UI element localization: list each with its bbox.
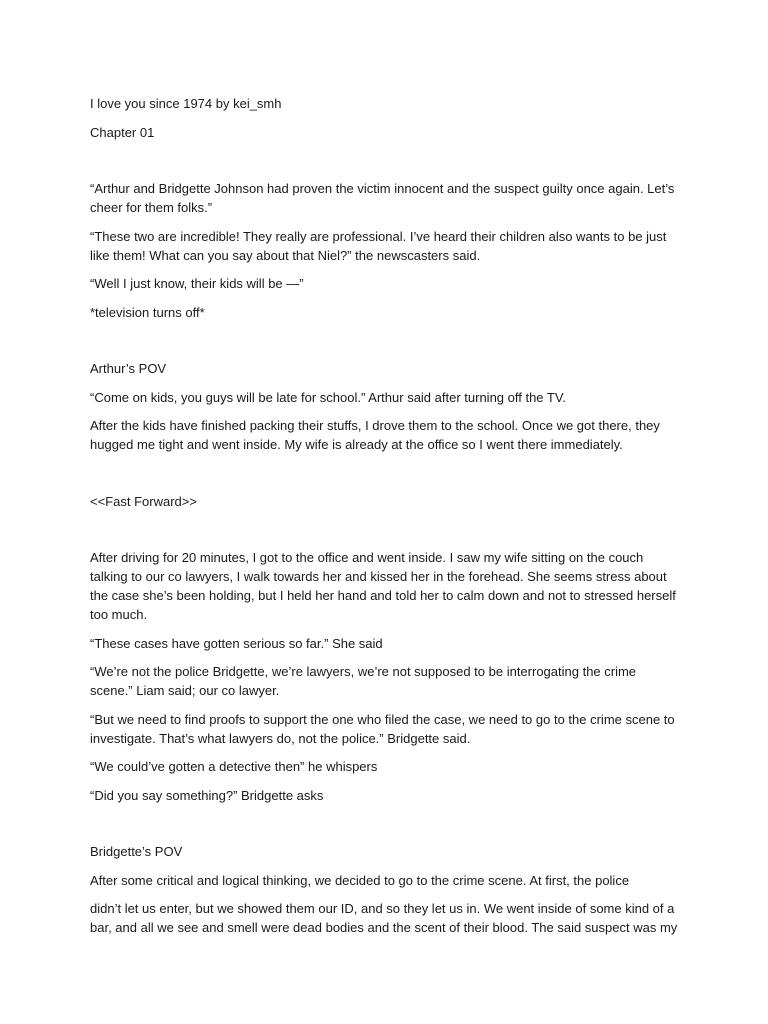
- paragraph: After some critical and logical thinking, we decided to go to the crime scene. At first, the police: [90, 872, 630, 888]
- paragraph: “These cases have gotten serious so far.” She said: [90, 635, 383, 651]
- paragraph: “But we need to find proofs to support the one who filed the case, we need to go to the crime scene to investigate. That’s what lawyers do, not the police.” Bridgette said.: [90, 711, 675, 746]
- paragraph: “Come on kids, you guys will be late for school.” Arthur said after turning off the TV.: [90, 389, 566, 405]
- paragraph: “Did you say something?” Bridgette asks: [90, 787, 324, 803]
- paragraph: *television turns off*: [90, 304, 205, 320]
- paragraph: After driving for 20 minutes, I got to the office and went inside. I saw my wife sitting on the couch talking to our co lawyers, I walk towards her and kissed her in the forehead. She seems stress about the case she’s been holding, but I held her hand and told her to calm down and not to stressed herself too much.: [90, 550, 676, 622]
- blank-line: [90, 331, 680, 359]
- blank-line: [90, 464, 680, 492]
- section-heading-arthur-pov: Arthur’s POV: [90, 361, 167, 376]
- blank-line: [90, 814, 680, 842]
- paragraph: “We’re not the police Bridgette, we’re lawyers, we’re not supposed to be interrogating the crime scene.” Liam said; our co lawyer.: [90, 664, 637, 698]
- paragraph: “These two are incredible! They really are professional. I’ve heard their children also wants to be just like them! What can you say about that Niel?” the newscasters said.: [90, 228, 667, 263]
- paragraph: “Arthur and Bridgette Johnson had proven the victim innocent and the suspect guilty once again. Let’s cheer for them folks.”: [90, 181, 675, 215]
- section-heading-bridgette-pov: Bridgette’s POV: [90, 844, 183, 859]
- chapter-heading: Chapter 01: [90, 124, 155, 140]
- paragraph: “Well I just know, their kids will be —”: [90, 276, 304, 291]
- blank-line: [90, 151, 680, 179]
- paragraph: After the kids have finished packing their stuffs, I drove them to the school. Once we got there, they hugged me tight and went inside. My wife is already at the office so I went there immediately.: [90, 418, 660, 452]
- document-title: I love you since 1974 by kei_smh: [90, 96, 282, 111]
- paragraph: “We could’ve gotten a detective then” he whispers: [90, 759, 378, 774]
- document-body: [90, 94, 680, 947]
- blank-line: [90, 520, 680, 548]
- paragraph: didn’t let us enter, but we showed them our ID, and so they let us in. We went inside of some kind of a bar, and all we see and smell were dead bodies and the scent of their blood. The said suspect was my: [90, 901, 678, 935]
- scene-break: <<Fast Forward>>: [90, 493, 197, 509]
